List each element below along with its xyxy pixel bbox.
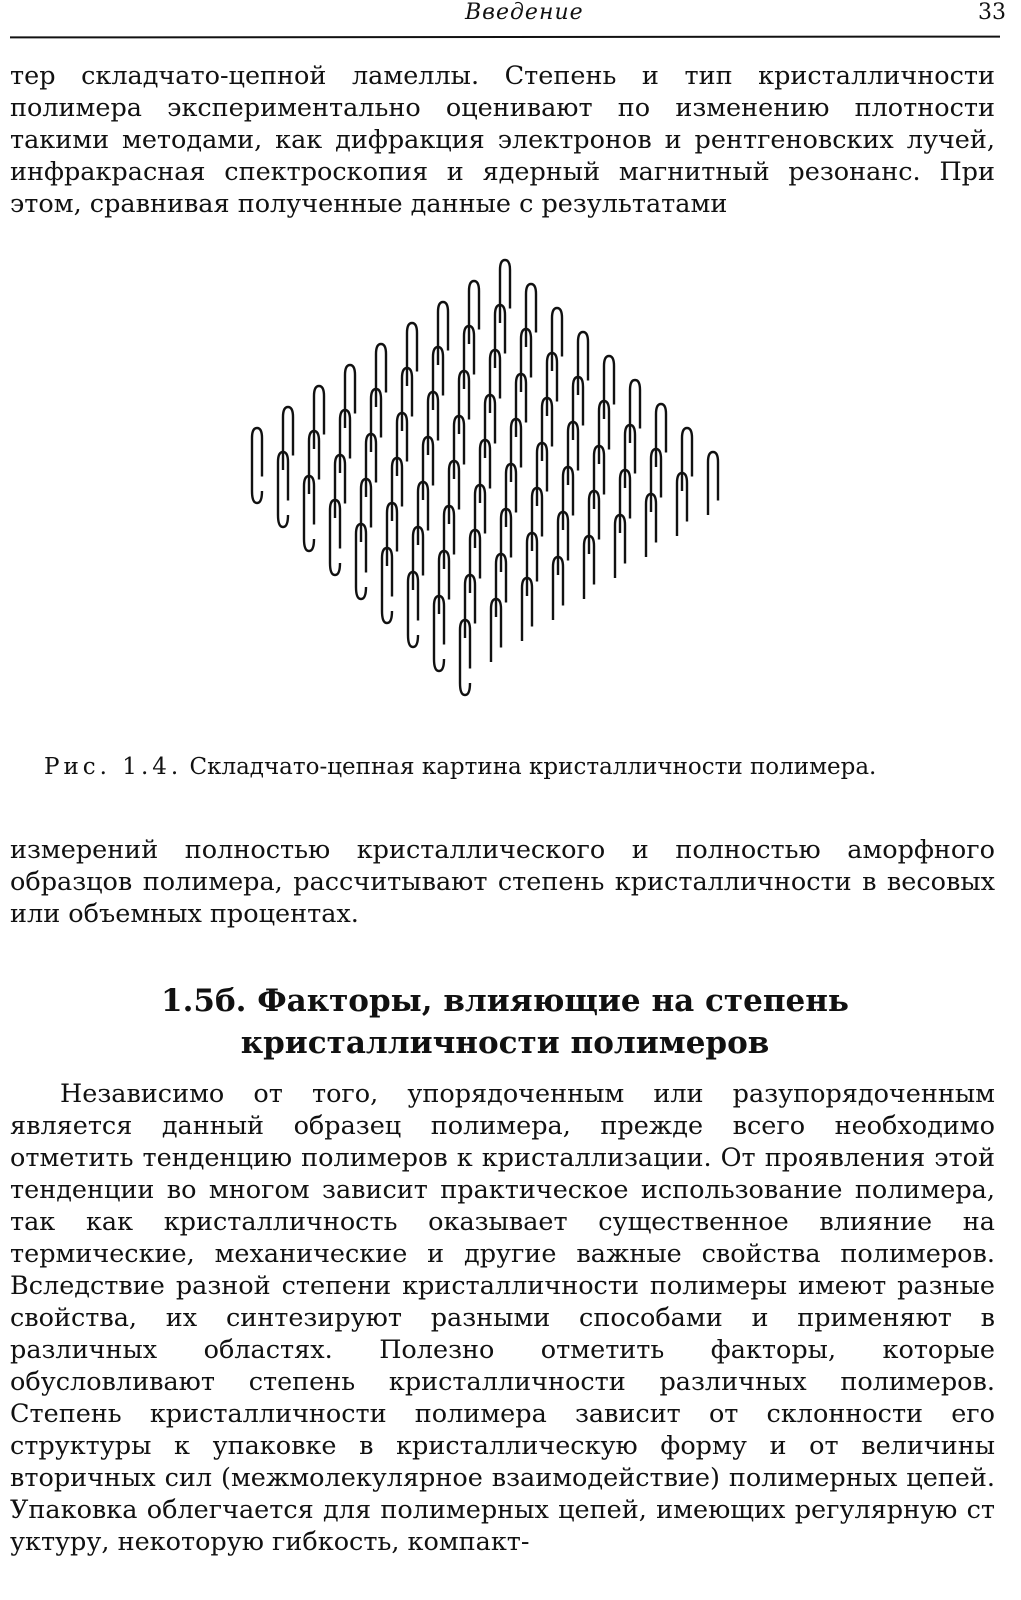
chain-bottom-fold: [356, 587, 366, 599]
header-rule: [10, 36, 1000, 39]
figure-label: Рис. 1.4.: [44, 754, 183, 780]
folded-chain-lamella-illustration: [205, 255, 805, 715]
chain-fold: [708, 452, 718, 515]
section-title: [10, 980, 1000, 1064]
running-title: Введение: [465, 0, 584, 25]
chain-fold: [252, 428, 262, 491]
chain-bottom-fold: [434, 659, 444, 671]
figure-caption-text: Складчато-цепная картина кристалличности полимера.: [189, 754, 877, 780]
figure-caption: [44, 752, 1004, 782]
chain-bottom-fold: [408, 635, 418, 647]
page-header: [10, 0, 1010, 36]
paragraph-body: Независимо от того, упорядоченным или разупорядоченным является данный образец полимера, прежде всего необходимо отметить тенденцию полимеров к кристаллизации. От проявления этой тенденции во многом зависит практическое использование полимера, так как кристалличность оказывает существенное влияние на термические, механические и другие важные свойства полимеров. Вследствие разной степени кристалличности полимеры имеют разные свойства, их синтезируют разными способами и применяют в различных областях. Полезно отметить факторы, которые обусловливают степень кристалличности различных полимеров. Степень кристалличности полимера зависит от склонности его структуры к упаковке в кристаллическую форму и от величины вторичных сил (межмолекулярное взаимодействие) полимерных цепей. Упаковка облегчается для полимерных цепей, имеющих регулярную ст уктуру, некоторую гибкость, компакт-: [10, 1079, 995, 1557]
page-number: 33: [978, 0, 1006, 25]
paragraph-top: тер складчато-цепной ламеллы. Степень и тип кристалличности полимера экспериментально оценивают по изменению плотности такими методами, как дифракция электронов и рентгеновских лучей, инфракрасная спектроскопия и ядерный магнитный резонанс. При этом, сравнивая полученные данные с результатами: [10, 61, 995, 219]
section-title-line-2: кристалличности полимеров: [240, 1025, 770, 1061]
chain-bottom-fold: [252, 491, 262, 503]
section-title-line-1: 1.5б. Факторы, влияющие на степень: [161, 983, 849, 1019]
chain-bottom-fold: [382, 611, 392, 623]
chain-bottom-fold: [330, 563, 340, 575]
chain-bottom-fold: [460, 683, 470, 695]
paragraph-after-figure: измерений полностью кристаллического и полностью аморфного образцов полимера, рассчитывают степень кристалличности в весовых или объемных процентах.: [10, 835, 995, 929]
chain-bottom-fold: [304, 539, 314, 551]
figure-folded-chain: [205, 255, 805, 715]
chain-bottom-fold: [278, 515, 288, 527]
